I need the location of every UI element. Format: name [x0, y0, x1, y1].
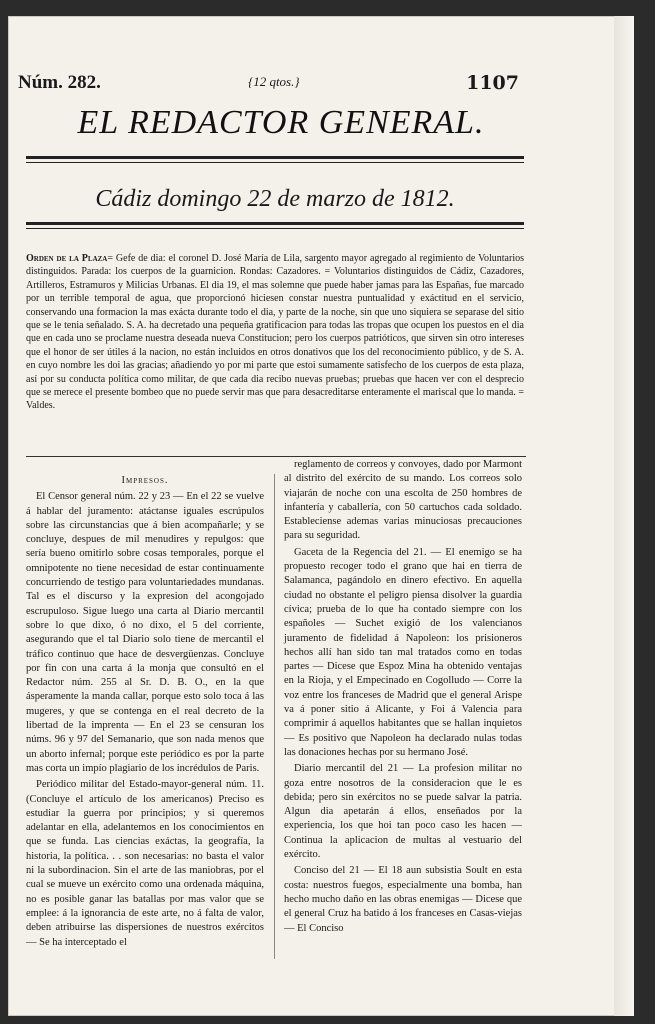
orden-lead: Orden de la Plaza — [26, 253, 108, 264]
right-paragraph: Diario mercantil del 21 — La profesion militar no goza entre nosotros de la consideracion que le es debida; pero sin exércitos no se puede salvar la patria. Algun dia apetarán á ellos, enseñados por la experiencia, los que hoi tan poco caso les hacen — Continua la aplicacion de multas al vestuario del exército. — [284, 763, 522, 861]
orden-de-la-plaza — [26, 252, 524, 413]
page-edge — [614, 16, 634, 1016]
right-paragraph: Gaceta de la Regencia del 21. — El enemigo se ha propuesto recoger todo el grano que hai en tierra de Salamanca, pagándolo en dinero efectivo. En aquella ciudad no obstante el peligro piensa disolver la guardia cívica; prueba de lo que ha contado siempre con los españoles — Suchet exigió de los valencianos juramento de fidelidad á Napoleon: los prisioneros hechos allí han sido tan mal tratados como en todas partes — Dicese que Espoz Mina ha obtenido ventajas en la Rioja, y el Empecinado en Cogolludo — Corre la voz entre los franceses de Madrid que el general Arispe va á poner sitio á Alicante, y Foi á Valencia para comprimir á aquellos habitantes que se hallan inquietos — Es positivo que Napoleon ha declarado nulas todas las donaciones hechas por su hermano José. — [284, 546, 522, 758]
newspaper-page — [8, 16, 634, 1016]
right-column — [284, 458, 522, 938]
dateline: Cádiz domingo 22 de marzo de 1812. — [95, 186, 455, 212]
left-column — [26, 474, 264, 952]
quires-note: {12 qtos.} — [248, 74, 300, 89]
orden-text: = Gefe de dia: el coronel D. José María de Lila, sargento mayor agregado al regimiento de Voluntarios distinguidos. Parada: los cuerpos de la guarnicion. Rondas: Cazadores. = Voluntarios distinguidos de Cádiz, Cazadores, Artilleros, Estramuros y Milicias Urbanas. El dia 19, el mas solemne que puede haber jamas para las Españas, fue marcado por un terrible temporal de agua, que proporcionó hiciesen constar nuestra puntualidad y exáctitud en el servicio, conservando una formacion la mas exácta durante todo el dia, y parte de la noche, sin que uno siquiera se separase del sitio que se le tenia señalado. S. A. ha decretado una pequeña gratificacion para todas las tropas que ocupen los puestos en el dia que en cada uno se proclame nuestra deseada nueva Constitucion; pero los cuerpos patrióticos, que sirven sin otro intereses que el honor de ser útiles á la nacion, no están incluidos en otros donativos que los del reconocimiento público, y de S. A. en cuyo nombre les doi las gracias; añadiendo yo por mi parte que estoi sumamente satisfecho de los cuerpos de esta plaza, así por su conducta política como militar, de que cada dia recibo nuevas pruebas; pruebas que hacen ver con el desprecio que se merece el presente bombeo que no puede servir mas que para desacreditarse enteramente el mariscal que lo manda. = Valdes. — [26, 253, 524, 412]
masthead-top-line — [18, 72, 519, 96]
right-paragraph: Concisо del 21 — El 18 aun subsistia Soult en esta costa: nuestros fuegos, especialmente una bomba, han hecho mucho daño en las obras enemigas — Dicese que el general Cruz ha batido á los franceses en Casas-viejas — El Conciso — [284, 865, 522, 934]
section-rule — [26, 456, 526, 457]
title-rule-thin — [26, 162, 524, 163]
impresos-heading: Impresos. — [121, 475, 169, 486]
date-rule-thin — [26, 228, 524, 229]
column-divider — [274, 474, 275, 959]
page-number: 1107 — [466, 72, 519, 94]
left-paragraph: El Censor general núm. 22 y 23 — En el 22 se vuelve á hablar del juramento: atáctanse iguales escrúpulos sobre las circunstancias que á bien acompañarle; y se concluye, despues de mil menudires y repulgos: que sería bueno omitirlo sobre cosas temporales, porque el omnipotente no tiene necesidad de estar continuamente concurriendo de testigo para voluntariedades mundanas. Tal es el discurso y la expresion del acongojado escrupuloso. Sigue luego una carta al Diario mercantil sobre lo que dixo, ó no dixo, el 5 del corriente, asegurando que el tal Diario solo tiene de mercantil el tráfico continuo que hace de desvergüenzas. Concluye por fin con una carta á la monja que consultó en el Redactor núm. 255 al Sr. D. B. O., en la que ásperamente la manda callar, porque esto solo toca á las mugeres, y que se contenga en el real decreto de la libertad de la imprenta — En el 23 se censuran los núms. 96 y 97 del Semanario, que son nada menos que un aborto infernal; porque este periódico es por la parte mas corta un impío plagiario de los incrédulos de Paris. — [26, 491, 264, 774]
title-rule-top — [26, 156, 524, 159]
newspaper-title: EL REDACTOR GENERAL. — [77, 104, 485, 141]
left-paragraph: Periódico militar del Estado-mayor-general núm. 11. (Concluye el artículo de los americanos) Preciso es estudiar la guerra por principios; y si queremos adelantar en ella, adelantemos en los conocimientos en que se funda. Las ciencias exáctas, la geografía, la historia, la política. . . son necesarias: no basta el valor ni la subordinacion. Sin el arte de las maniobras, por el cual se mueve un exército como una ordenada máquina, no es posible ganar las batallas por mas valor que se emplee: á la ignorancia de este arte, no á falta de valor, deben atribuirse las dispersiones de nuestros exércitos — Se ha interceptado el — [26, 779, 264, 948]
issue-number: Núm. 282. — [18, 72, 101, 93]
date-rule-top — [26, 222, 524, 225]
right-paragraph: reglamento de correos y convoyes, dado por Marmont al distrito del exército de su mando. Los correos solo viajarán de noche con una escolta de 250 hombres de infantería y caballería, con 50 cartuchos cada soldado. Estableciense ademas varias minuciosas precauciones para su seguridad. — [284, 459, 522, 542]
